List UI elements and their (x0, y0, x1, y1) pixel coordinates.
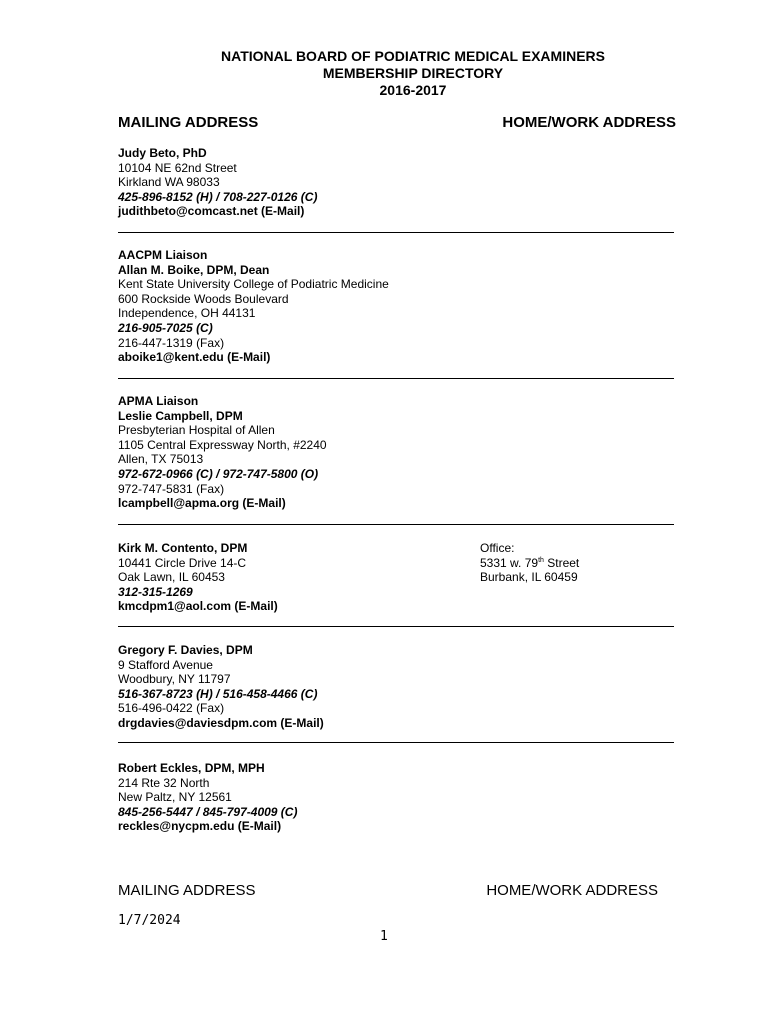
print-date: 1/7/2024 (118, 913, 181, 928)
fax-number: 216-447-1319 (Fax) (118, 335, 225, 350)
directory-entry (118, 146, 674, 219)
title-line-1: NATIONAL BOARD OF PODIATRIC MEDICAL EXAMINERS (221, 48, 605, 64)
title-line-2: MEMBERSHIP DIRECTORY (322, 65, 504, 81)
city-state-zip: New Paltz, NY 12561 (118, 790, 232, 805)
divider-line (118, 524, 674, 525)
street-address: 9 Stafford Avenue (118, 657, 213, 672)
city-state-zip: Woodbury, NY 11797 (118, 672, 231, 687)
member-name: Allan M. Boike, DPM, Dean (118, 262, 270, 277)
member-name: Robert Eckles, DPM, MPH (118, 761, 265, 775)
office-city-state-zip: Burbank, IL 60459 (480, 570, 578, 585)
office-label: Office: (480, 541, 515, 555)
document-title (0, 48, 770, 99)
phone-numbers: 216-905-7025 (C) (118, 320, 213, 335)
office-street-name: Street (543, 555, 580, 570)
email-address[interactable]: lcampbell@apma.org (E-Mail) (118, 496, 286, 511)
organization: Presbyterian Hospital of Allen (118, 423, 275, 438)
email-address[interactable]: kmcdpm1@aol.com (E-Mail) (118, 599, 278, 614)
directory-entry (118, 394, 674, 511)
email-address[interactable]: drgdavies@daviesdpm.com (E-Mail) (118, 715, 324, 730)
city-state-zip: Allen, TX 75013 (118, 452, 204, 467)
fax-number: 972-747-5831 (Fax) (118, 481, 225, 496)
page-number: 1 (380, 929, 388, 944)
member-name: Kirk M. Contento, DPM (118, 541, 248, 555)
member-name: Judy Beto, PhD (118, 146, 207, 160)
city-state-zip: Kirkland WA 98033 (118, 175, 220, 190)
divider-line (118, 378, 674, 379)
home-work-address-header: HOME/WORK ADDRESS (502, 114, 676, 131)
email-address[interactable]: reckles@nycpm.edu (E-Mail) (118, 819, 282, 834)
divider-line (118, 626, 674, 627)
member-name: Leslie Campbell, DPM (118, 408, 243, 423)
office-street (480, 556, 680, 571)
divider-line (118, 232, 674, 233)
city-state-zip: Independence, OH 44131 (118, 306, 256, 321)
city-state-zip: Oak Lawn, IL 60453 (118, 570, 225, 585)
phone-numbers: 312-315-1269 (118, 584, 193, 599)
ordinal-suffix: th (538, 556, 544, 564)
street-address: 214 Rte 32 North (118, 775, 210, 790)
liaison-role: AACPM Liaison (118, 248, 208, 262)
email-address[interactable]: aboike1@kent.edu (E-Mail) (118, 350, 271, 365)
member-name: Gregory F. Davies, DPM (118, 643, 253, 657)
liaison-role: APMA Liaison (118, 394, 199, 408)
organization: Kent State University College of Podiatric Medicine (118, 277, 389, 292)
directory-entry (118, 761, 674, 834)
street-address: 600 Rockside Woods Boulevard (118, 291, 289, 306)
phone-numbers: 516-367-8723 (H) / 516-458-4466 (C) (118, 686, 318, 701)
title-line-3: 2016-2017 (379, 82, 447, 98)
phone-numbers: 972-672-0966 (C) / 972-747-5800 (O) (118, 466, 319, 481)
footer-home-work-address: HOME/WORK ADDRESS (486, 882, 658, 899)
street-address: 10104 NE 62nd Street (118, 160, 237, 175)
street-address: 1105 Central Expressway North, #2240 (118, 437, 327, 452)
footer-mailing-address: MAILING ADDRESS (118, 882, 256, 899)
directory-entry (118, 248, 674, 365)
phone-numbers: 425-896-8152 (H) / 708-227-0126 (C) (118, 189, 318, 204)
phone-numbers: 845-256-5447 / 845-797-4009 (C) (118, 804, 298, 819)
mailing-address-header: MAILING ADDRESS (118, 114, 259, 131)
divider-line (118, 742, 674, 743)
directory-entry (118, 643, 674, 731)
office-address (480, 541, 680, 585)
fax-number: 516-496-0422 (Fax) (118, 701, 225, 716)
street-address: 10441 Circle Drive 14-C (118, 555, 247, 570)
email-address[interactable]: judithbeto@comcast.net (E-Mail) (118, 204, 305, 219)
office-street-number: 5331 w. 79 (480, 555, 539, 570)
